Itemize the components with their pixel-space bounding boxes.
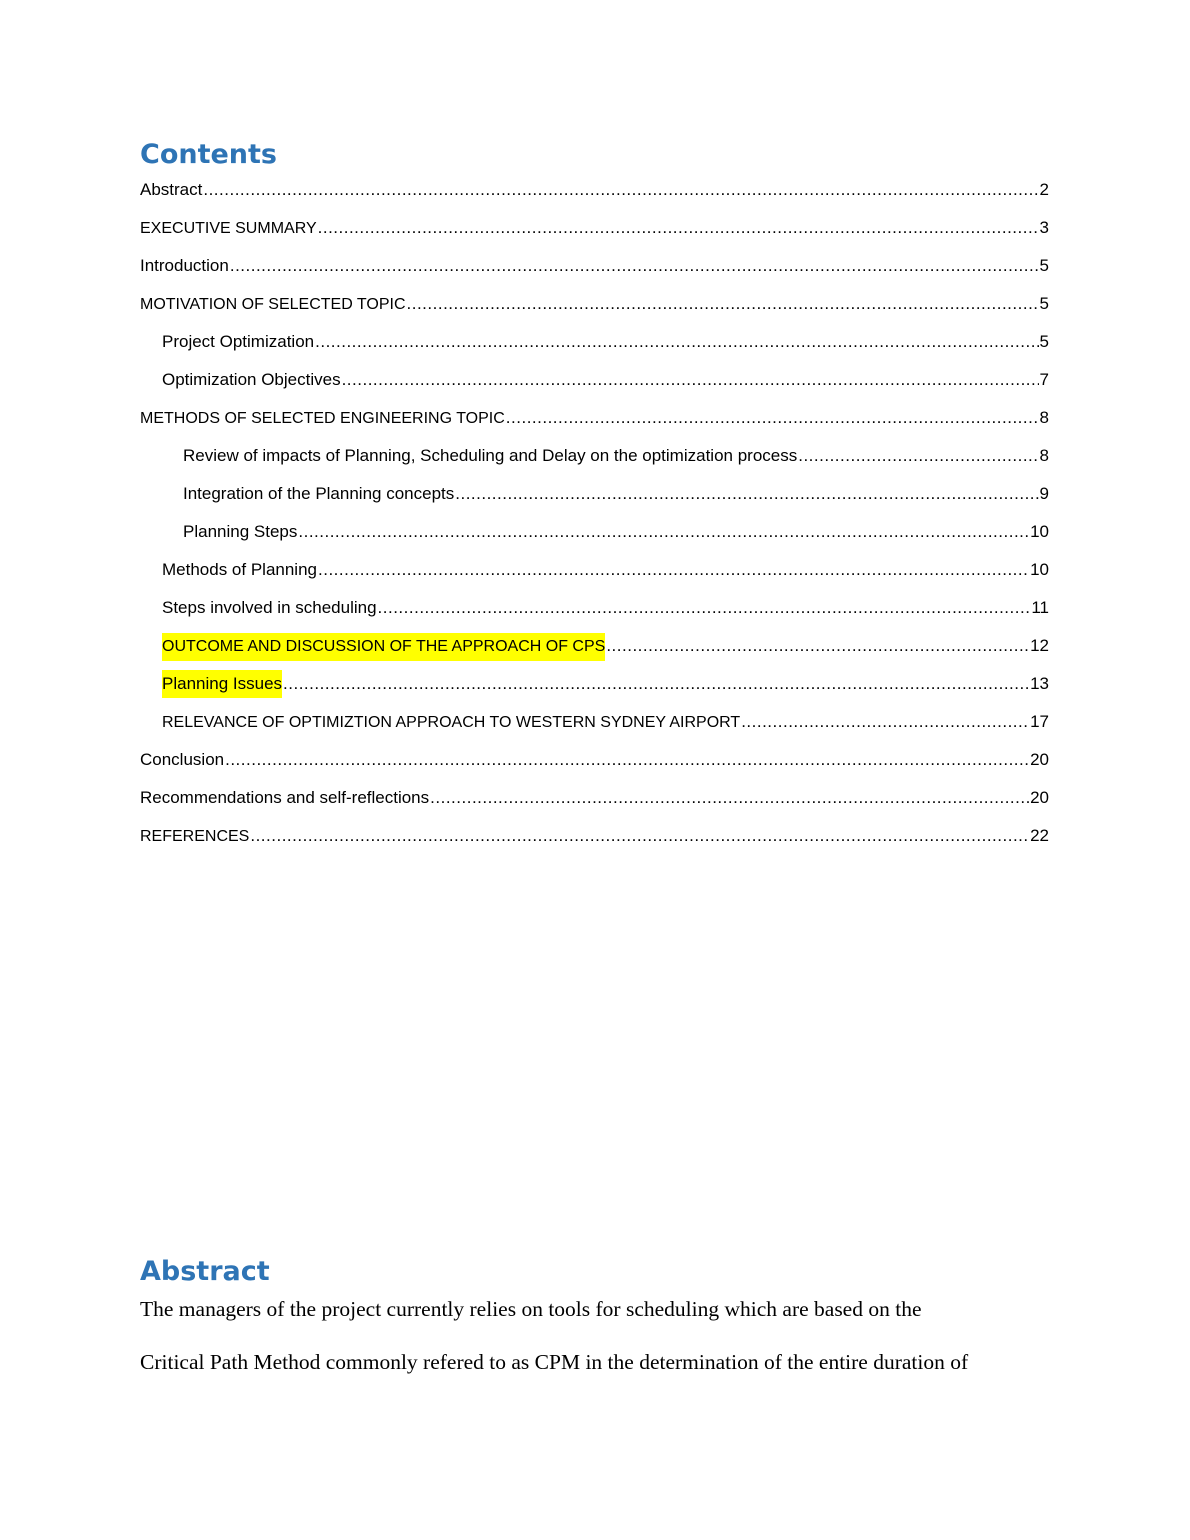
toc-page-number: 10	[1030, 522, 1049, 541]
toc-entry-label: Review of impacts of Planning, Scheduling and Delay on the optimization process	[183, 446, 798, 465]
toc-entry[interactable]	[140, 518, 1049, 556]
toc-leader-dots	[606, 632, 1029, 660]
toc-leader-dots	[318, 556, 1029, 584]
toc-page-number: 9	[1039, 484, 1049, 503]
toc-leader-dots	[741, 708, 1029, 736]
toc-page-number: 17	[1030, 712, 1049, 731]
toc-page-number: 5	[1039, 332, 1049, 351]
toc-entry-label: Introduction	[140, 256, 229, 275]
toc-leader-dots	[203, 176, 1038, 204]
toc-page-number: 20	[1030, 750, 1049, 769]
toc-entry[interactable]	[140, 290, 1049, 328]
toc-page-number: 3	[1039, 218, 1049, 237]
abstract-heading: Abstract	[140, 1256, 270, 1287]
toc-entry[interactable]	[140, 480, 1049, 518]
toc-entry[interactable]	[140, 404, 1049, 442]
toc-entry-label: REFERENCES	[140, 828, 250, 845]
toc-entry[interactable]	[140, 214, 1049, 252]
toc-leader-dots	[455, 480, 1038, 508]
toc-entry[interactable]	[140, 822, 1049, 860]
toc-leader-dots	[430, 784, 1029, 812]
toc-entry-label: Methods of Planning	[162, 560, 317, 579]
toc-page-number: 2	[1039, 180, 1049, 199]
toc-entry-highlighted[interactable]	[140, 632, 1049, 670]
toc-leader-dots	[283, 670, 1029, 698]
toc-entry-label: Project Optimization	[162, 332, 315, 351]
toc-entry-label: OUTCOME AND DISCUSSION OF THE APPROACH OF CPS	[162, 633, 605, 661]
toc-entry-label: Steps involved in scheduling	[162, 598, 377, 617]
toc-entry-label: Planning Steps	[183, 522, 298, 541]
toc-entry[interactable]	[140, 784, 1049, 822]
toc-page-number: 13	[1030, 674, 1049, 693]
toc-entry-label: METHODS OF SELECTED ENGINEERING TOPIC	[140, 410, 505, 427]
toc-page-number: 22	[1030, 826, 1049, 845]
toc-page-number: 5	[1039, 294, 1049, 313]
toc-leader-dots	[315, 328, 1038, 356]
abstract-paragraph	[140, 1283, 1050, 1389]
toc-entry-highlighted[interactable]	[140, 670, 1049, 708]
toc-page-number: 8	[1039, 408, 1049, 427]
toc-leader-dots	[225, 746, 1029, 774]
toc-entry[interactable]	[140, 708, 1049, 746]
toc-leader-dots	[506, 404, 1039, 432]
toc-entry[interactable]	[140, 252, 1049, 290]
toc-entry[interactable]	[140, 176, 1049, 214]
toc-page-number: 7	[1039, 370, 1049, 389]
toc-leader-dots	[378, 594, 1031, 622]
toc-page-number: 12	[1030, 636, 1049, 655]
abstract-line: The managers of the project currently relies on tools for scheduling which are based on the	[140, 1297, 922, 1321]
toc-page-number: 11	[1031, 598, 1049, 617]
toc-page-number: 8	[1039, 446, 1049, 465]
toc-leader-dots	[798, 442, 1038, 470]
toc-entry-label: Abstract	[140, 180, 203, 199]
toc-entry-label: MOTIVATION OF SELECTED TOPIC	[140, 296, 406, 313]
toc-entry-label: Planning Issues	[162, 670, 282, 698]
toc-entry-label: Optimization Objectives	[162, 370, 341, 389]
toc-page-number: 20	[1030, 788, 1049, 807]
contents-heading: Contents	[140, 139, 278, 170]
toc-entry[interactable]	[140, 746, 1049, 784]
toc-leader-dots	[250, 822, 1029, 850]
toc-leader-dots	[407, 290, 1039, 318]
toc-entry[interactable]	[140, 442, 1049, 480]
toc-entry[interactable]	[140, 594, 1049, 632]
toc-entry-label: Integration of the Planning concepts	[183, 484, 455, 503]
toc-leader-dots	[298, 518, 1029, 546]
toc-leader-dots	[318, 214, 1039, 242]
toc-leader-dots	[230, 252, 1039, 280]
toc-entry-label: RELEVANCE OF OPTIMIZTION APPROACH TO WESTERN SYDNEY AIRPORT	[162, 714, 741, 731]
toc-entry-label: Recommendations and self-reflections	[140, 788, 430, 807]
toc-entry-label: Conclusion	[140, 750, 225, 769]
toc-entry[interactable]	[140, 328, 1049, 366]
abstract-line: Critical Path Method commonly refered to as CPM in the determination of the entire duration of	[140, 1350, 969, 1374]
toc-page-number: 5	[1039, 256, 1049, 275]
toc-entry[interactable]	[140, 366, 1049, 404]
toc-entry[interactable]	[140, 556, 1049, 594]
table-of-contents	[140, 176, 1049, 860]
toc-entry-label: EXECUTIVE SUMMARY	[140, 220, 317, 237]
toc-page-number: 10	[1030, 560, 1049, 579]
toc-leader-dots	[342, 366, 1039, 394]
